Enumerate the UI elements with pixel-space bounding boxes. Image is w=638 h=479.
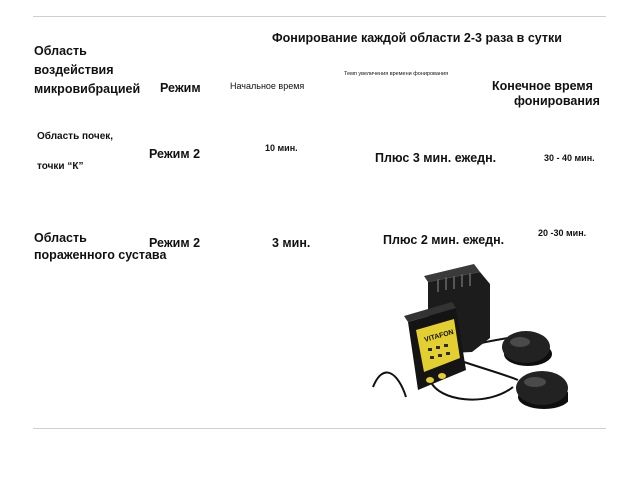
top-divider	[33, 16, 606, 17]
column-final-time-line2: фонирования	[514, 94, 600, 108]
vitafon-device-photo	[368, 262, 568, 412]
device-logo: VITAFON	[423, 328, 455, 344]
slide-header: Фонирование каждой области 2-3 раза в сутки	[272, 31, 562, 45]
row-area-line1: Область	[34, 231, 87, 245]
column-area-line2: воздействия	[34, 63, 114, 77]
column-mode: Режим	[160, 81, 201, 95]
column-final-time-line1: Конечное время	[492, 79, 593, 93]
row-increase: Плюс 3 мин. ежедн.	[375, 151, 497, 165]
row-area-line1: Область почек,	[37, 131, 114, 142]
row-initial-time: 3 мин.	[272, 236, 311, 250]
column-increase-rate: Темп увеличения времени фонирования	[344, 71, 449, 77]
row-final-time: 30 - 40 мин.	[544, 153, 595, 163]
column-area-line1: Область	[34, 44, 87, 58]
row-initial-time: 10 мин.	[265, 143, 298, 153]
column-initial-time: Начальное время	[230, 81, 305, 91]
row-final-time: 20 -30 мин.	[538, 228, 587, 238]
row-mode: Режим 2	[149, 147, 201, 161]
row-area-line2: пораженного сустава	[34, 248, 167, 262]
row-area-line2: точки “К”	[37, 161, 84, 172]
row-mode: Режим 2	[149, 236, 201, 250]
column-area-line3: микровибрацией	[34, 82, 141, 96]
row-increase: Плюс 2 мин. ежедн.	[383, 233, 505, 247]
bottom-divider	[33, 428, 606, 429]
